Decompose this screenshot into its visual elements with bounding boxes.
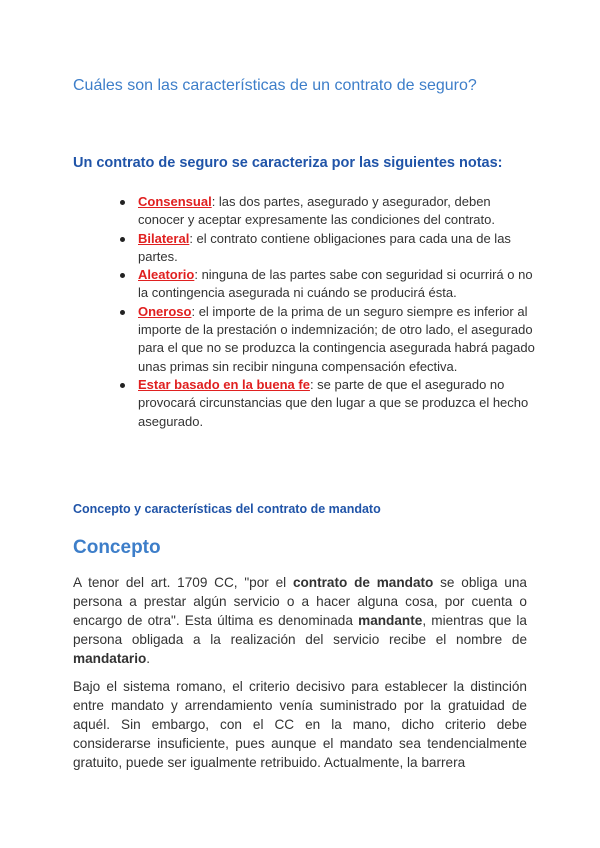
paragraph-2: Bajo el sistema romano, el criterio decisivo para establecer la distinción entre mandato y arrendamiento venía suministrado por la gratuidad de aquél. Sin embargo, con el CC en la mano, dicho criterio debe considerarse insuficiente, pues aunque el mandato sea tendencialmente gratuito, puede ser igualmente retribuido. Actualmente, la barrera xyxy=(73,679,527,770)
paragraph-text: se obliga una persona a prestar algún servicio o a hacer alguna cosa, por cuenta o encargo de otra". Esta última es denominada xyxy=(73,575,527,628)
section-title: Concepto y características del contrato de mandato xyxy=(73,502,381,516)
subtitle: Un contrato de seguro se caracteriza por las siguientes notas: xyxy=(73,155,503,171)
feature-term[interactable]: Consensual xyxy=(138,194,212,209)
paragraph-text: , mientras que la persona obligada a la realización del servicio recibe el nombre de xyxy=(73,613,527,647)
feature-text: : ninguna de las partes sabe con seguridad si ocurrirá o no la contingencia asegurada ni cuándo se producirá ésta. xyxy=(138,267,533,301)
bold-term: mandante xyxy=(358,613,423,628)
feature-term[interactable]: Aleatorio xyxy=(138,267,195,283)
feature-term[interactable]: Oneroso xyxy=(138,303,192,319)
features-list xyxy=(115,193,535,431)
list-item xyxy=(115,230,535,267)
list-item xyxy=(115,193,535,230)
question-title: Cuáles son las características de un contrato de seguro? xyxy=(73,77,477,94)
feature-text: : el contrato contiene obligaciones para cada una de las partes. xyxy=(138,230,511,264)
bold-term: mandatario xyxy=(73,651,147,666)
paragraph-1 xyxy=(73,573,527,668)
paragraph-text: . xyxy=(146,651,151,666)
paragraph-text: A tenor del art. 1709 CC, "por el xyxy=(73,575,293,590)
feature-text: : se parte de que el asegurado no provocará circunstancias que den lugar a que se produzca el hecho asegurado. xyxy=(138,376,529,429)
feature-text: : las dos partes, asegurado y asegurador, deben conocer y aceptar expresamente las condiciones del contrato. xyxy=(138,194,495,228)
list-item xyxy=(115,376,535,431)
feature-term[interactable]: Estar basado en la buena fe xyxy=(138,376,310,392)
feature-term[interactable]: Bilateral xyxy=(138,230,190,246)
list-item xyxy=(115,303,535,376)
list-item xyxy=(115,266,535,303)
concept-heading: Concepto xyxy=(73,537,161,558)
bold-term: contrato de mandato xyxy=(292,575,434,590)
feature-text: : el importe de la prima de un seguro siempre es inferior al importe de la prestación o indemnización; de otro lado, el asegurado para el que no se produzca la contingencia asegurada habrá pagado unas primas sin recibir ninguna compensación efectiva. xyxy=(138,303,535,374)
